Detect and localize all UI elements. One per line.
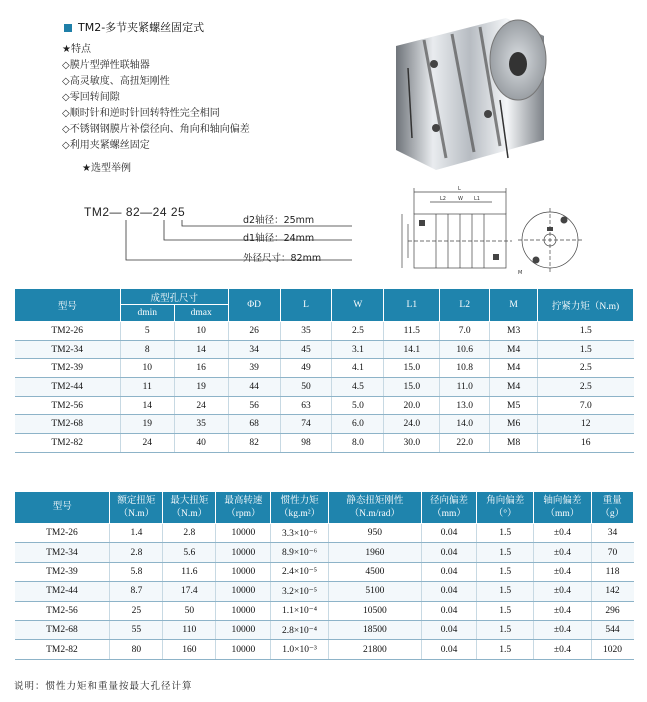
table-cell: 3.2×10⁻⁵ [271, 582, 328, 601]
table-cell: 10500 [328, 601, 421, 620]
table-cell: ±0.4 [534, 582, 591, 601]
table-cell: TM2-26 [15, 322, 121, 341]
drawing-dim-l: L [458, 186, 461, 192]
table-cell: 4.1 [332, 359, 384, 378]
table-cell: TM2-34 [15, 543, 110, 562]
th-col [15, 492, 110, 524]
table-row [15, 582, 634, 601]
table-cell: 142 [591, 582, 633, 601]
table-cell: 80 [110, 640, 163, 659]
table-cell: TM2-44 [15, 378, 121, 397]
table-cell: 19 [174, 378, 228, 397]
table-cell: 34 [228, 340, 280, 359]
th-w: W [332, 289, 384, 322]
table-cell: 15.0 [384, 378, 440, 397]
th-label: 额定扭矩 [117, 495, 156, 506]
th-col [163, 492, 216, 524]
table-cell: 160 [163, 640, 216, 659]
table-cell: 50 [163, 601, 216, 620]
title-square-icon [64, 24, 72, 32]
drawing-dim-w: W [458, 196, 463, 202]
table-cell: 0.04 [421, 620, 476, 639]
table-cell: 22.0 [440, 434, 490, 453]
table-cell: 19 [120, 415, 174, 434]
table-cell: 1.0×10⁻³ [271, 640, 328, 659]
table-cell: TM2-82 [15, 434, 121, 453]
th-model: 型号 [15, 289, 121, 322]
table-cell: 950 [328, 524, 421, 543]
table-cell: 10000 [216, 582, 271, 601]
table-cell: 0.04 [421, 543, 476, 562]
table-cell: 1.5 [538, 340, 634, 359]
table-cell: 1.5 [477, 620, 534, 639]
th-label: 惯性力矩 [280, 495, 319, 506]
table-row [15, 340, 634, 359]
table-cell: 10000 [216, 543, 271, 562]
example-label-d1: d1轴径：24mm [243, 233, 315, 244]
feature-item: ◇高灵敏度、高扭矩刚性 [62, 76, 170, 87]
table-cell: 296 [591, 601, 633, 620]
table-cell: 68 [228, 415, 280, 434]
technical-drawing [388, 184, 588, 280]
th-l1: L1 [384, 289, 440, 322]
table-row [15, 378, 634, 397]
table-cell: 63 [280, 396, 332, 415]
table-cell: 26 [228, 322, 280, 341]
example-label-outer: 外径尺寸：82mm [243, 253, 322, 264]
table-cell: TM2-82 [15, 640, 110, 659]
table-cell: M3 [490, 322, 538, 341]
table-cell: 44 [228, 378, 280, 397]
table-cell: 45 [280, 340, 332, 359]
table-cell: ±0.4 [534, 562, 591, 581]
table-row [15, 562, 634, 581]
table-cell: M4 [490, 340, 538, 359]
table-cell: TM2-44 [15, 582, 110, 601]
table-cell: 10000 [216, 640, 271, 659]
table-cell: 55 [110, 620, 163, 639]
table-cell: 11.6 [163, 562, 216, 581]
th-bore-size: 成型孔尺寸 [120, 289, 228, 305]
table-cell: 2.5 [538, 359, 634, 378]
th-col [216, 492, 271, 524]
th-dmax: dmax [174, 305, 228, 322]
table-row [15, 415, 634, 434]
feature-item: ◇膜片型弹性联轴器 [62, 60, 150, 71]
table-cell: 34 [591, 524, 633, 543]
table-cell: TM2-68 [15, 415, 121, 434]
performance-table [14, 491, 634, 660]
table-cell: 12 [538, 415, 634, 434]
th-col [591, 492, 633, 524]
footnote: 说明：惯性力矩和重量按最大孔径计算 [14, 681, 193, 692]
th-label: 径向偏差 [430, 495, 469, 506]
example-label-d2: d2轴径：25mm [243, 215, 315, 226]
table-row [15, 640, 634, 659]
th-l: L [280, 289, 332, 322]
table-cell: 5.6 [163, 543, 216, 562]
table-cell: 5.8 [110, 562, 163, 581]
table-cell: 2.8 [163, 524, 216, 543]
table-cell: 10000 [216, 562, 271, 581]
table-cell: M8 [490, 434, 538, 453]
table-cell: 14 [174, 340, 228, 359]
table-cell: 1960 [328, 543, 421, 562]
table-cell: 10 [120, 359, 174, 378]
th-dmin: dmin [120, 305, 174, 322]
table-cell: ±0.4 [534, 640, 591, 659]
feature-item: ◇顺时针和逆时针回转特性完全相同 [62, 108, 220, 119]
table-cell: 39 [228, 359, 280, 378]
th-unit: （N.m） [118, 508, 155, 519]
table-cell: 2.8×10⁻⁴ [271, 620, 328, 639]
table-cell: 1.5 [477, 582, 534, 601]
table-cell: ±0.4 [534, 620, 591, 639]
table-cell: 7.0 [440, 322, 490, 341]
table-cell: 8 [120, 340, 174, 359]
th-l2: L2 [440, 289, 490, 322]
table-cell: 18500 [328, 620, 421, 639]
table-cell: 1.5 [477, 543, 534, 562]
model-code-example: TM2— 82—24 25 [84, 205, 186, 219]
table-cell: M4 [490, 378, 538, 397]
table-cell: 1.5 [538, 322, 634, 341]
table-cell: 5 [120, 322, 174, 341]
table-cell: 8.7 [110, 582, 163, 601]
table-cell: 11 [120, 378, 174, 397]
table-cell: ±0.4 [534, 524, 591, 543]
table-cell: 40 [174, 434, 228, 453]
table-cell: 1.5 [477, 601, 534, 620]
table-cell: 110 [163, 620, 216, 639]
coupling-product-image [376, 8, 566, 178]
table-cell: 1.1×10⁻⁴ [271, 601, 328, 620]
table-cell: 3.3×10⁻⁶ [271, 524, 328, 543]
table-cell: 8.9×10⁻⁶ [271, 543, 328, 562]
table-cell: 98 [280, 434, 332, 453]
table-cell: 4500 [328, 562, 421, 581]
th-label: 轴向偏差 [543, 495, 582, 506]
th-col [271, 492, 328, 524]
table-cell: 21800 [328, 640, 421, 659]
table-row [15, 601, 634, 620]
table-cell: 50 [280, 378, 332, 397]
table-cell: 0.04 [421, 562, 476, 581]
table-cell: TM2-26 [15, 524, 110, 543]
th-col [110, 492, 163, 524]
drawing-dim-l2: L2 [440, 196, 446, 202]
table-cell: 4.5 [332, 378, 384, 397]
table-row [15, 396, 634, 415]
table-cell: 35 [174, 415, 228, 434]
th-label: 重量 [602, 495, 622, 506]
table-cell: 1.5 [477, 562, 534, 581]
drawing-dim-m: M [518, 270, 523, 276]
table-cell: 3.1 [332, 340, 384, 359]
dimension-table [14, 288, 634, 453]
table-cell: 16 [538, 434, 634, 453]
table-cell: 49 [280, 359, 332, 378]
table-cell: 30.0 [384, 434, 440, 453]
table-cell: 20.0 [384, 396, 440, 415]
feature-item: ◇利用夹紧螺丝固定 [62, 140, 150, 151]
table-cell: M6 [490, 415, 538, 434]
th-unit: （°） [493, 508, 517, 519]
table-cell: 11.5 [384, 322, 440, 341]
page-title: TM2-多节夹紧螺丝固定式 [78, 21, 205, 34]
table-row [15, 322, 634, 341]
table-cell: TM2-34 [15, 340, 121, 359]
features-heading: ★特点 [62, 44, 91, 55]
feature-item: ◇不锈钢钢膜片补偿径向、角向和轴向偏差 [62, 124, 250, 135]
table-row [15, 620, 634, 639]
table-cell: 10000 [216, 620, 271, 639]
table-cell: 17.4 [163, 582, 216, 601]
table-row [15, 359, 634, 378]
table-cell: 24.0 [384, 415, 440, 434]
table-cell: 15.0 [384, 359, 440, 378]
table-cell: 2.8 [110, 543, 163, 562]
table-cell: 14.1 [384, 340, 440, 359]
table-cell: 544 [591, 620, 633, 639]
table-cell: 10.6 [440, 340, 490, 359]
table-cell: 10 [174, 322, 228, 341]
table-cell: ±0.4 [534, 543, 591, 562]
table-cell: M4 [490, 359, 538, 378]
table-cell: 56 [228, 396, 280, 415]
selection-heading: ★选型举例 [82, 163, 131, 174]
table-cell: 8.0 [332, 434, 384, 453]
th-tightening-torque: 拧紧力矩（N.m) [538, 289, 634, 322]
table-row [15, 434, 634, 453]
table-cell: 1.4 [110, 524, 163, 543]
table-row [15, 524, 634, 543]
table-cell: 6.0 [332, 415, 384, 434]
th-label: 角向偏差 [486, 495, 525, 506]
table-cell: 2.4×10⁻⁵ [271, 562, 328, 581]
th-col [477, 492, 534, 524]
th-label: 静态扭矩刚性 [346, 495, 404, 506]
table-cell: 0.04 [421, 601, 476, 620]
table-row [15, 543, 634, 562]
table-cell: TM2-56 [15, 601, 110, 620]
th-col [328, 492, 421, 524]
table-cell: 118 [591, 562, 633, 581]
table-cell: 82 [228, 434, 280, 453]
table-cell: 0.04 [421, 640, 476, 659]
table-cell: 1.5 [477, 640, 534, 659]
selection-callout-lines [120, 218, 360, 266]
feature-item: ◇零回转间隙 [62, 92, 120, 103]
table-cell: 35 [280, 322, 332, 341]
th-unit: （N.m） [171, 508, 208, 519]
table-cell: ±0.4 [534, 601, 591, 620]
th-label: 最高转速 [224, 495, 263, 506]
table-cell: 24 [174, 396, 228, 415]
th-unit: （mm） [432, 508, 466, 519]
table-cell: 10000 [216, 601, 271, 620]
table-cell: 0.04 [421, 582, 476, 601]
th-unit: （mm） [545, 508, 580, 519]
th-phi-d: ΦD [228, 289, 280, 322]
table-cell: M5 [490, 396, 538, 415]
table-cell: 24 [120, 434, 174, 453]
table-cell: 0.04 [421, 524, 476, 543]
th-col [421, 492, 476, 524]
table-cell: 14 [120, 396, 174, 415]
table-cell: 74 [280, 415, 332, 434]
th-unit: （g） [600, 508, 625, 519]
table-cell: 11.0 [440, 378, 490, 397]
th-m: M [490, 289, 538, 322]
drawing-dim-l1: L1 [474, 196, 480, 202]
th-col [534, 492, 591, 524]
th-unit: （N.m/rad） [349, 508, 401, 519]
th-label: 最大扭矩 [170, 495, 209, 506]
table-cell: 1020 [591, 640, 633, 659]
table-cell: 16 [174, 359, 228, 378]
table-cell: 10.8 [440, 359, 490, 378]
table-cell: 1.5 [477, 524, 534, 543]
table-cell: TM2-68 [15, 620, 110, 639]
table-cell: 13.0 [440, 396, 490, 415]
table-cell: 5.0 [332, 396, 384, 415]
th-label: 型号 [52, 502, 72, 512]
table-cell: 5100 [328, 582, 421, 601]
table-cell: 2.5 [538, 378, 634, 397]
table-cell: TM2-56 [15, 396, 121, 415]
table-cell: 10000 [216, 524, 271, 543]
table-cell: TM2-39 [15, 562, 110, 581]
table-cell: 70 [591, 543, 633, 562]
th-unit: （rpm） [226, 508, 261, 519]
table-cell: 7.0 [538, 396, 634, 415]
table-cell: 2.5 [332, 322, 384, 341]
th-unit: （kg.m²） [279, 508, 321, 519]
table-cell: 14.0 [440, 415, 490, 434]
table-cell: 25 [110, 601, 163, 620]
table-cell: TM2-39 [15, 359, 121, 378]
